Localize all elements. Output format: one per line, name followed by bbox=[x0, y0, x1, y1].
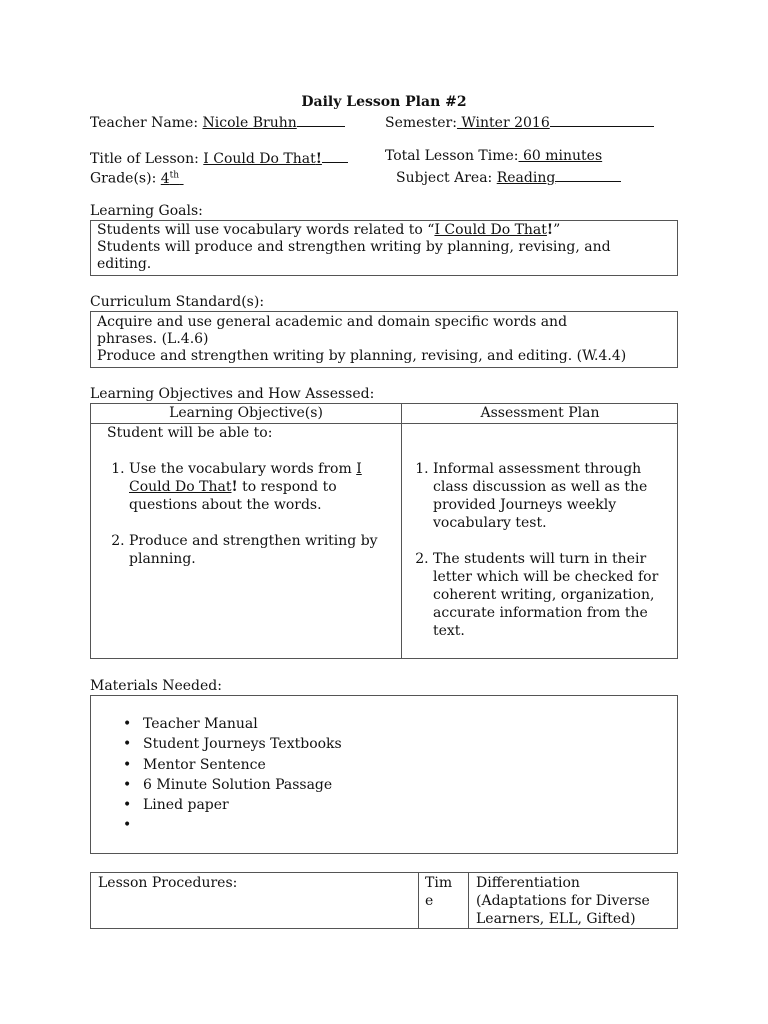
semester-row bbox=[385, 112, 654, 132]
total-time-label: Total Lesson Time: bbox=[385, 148, 519, 164]
materials-item: • Student Journeys Textbooks bbox=[143, 734, 677, 754]
materials-label: Materials Needed: bbox=[90, 678, 222, 694]
objective-item-1: 1. Use the vocabulary words from I Could Do That! to respond to questions about the words. bbox=[129, 460, 387, 514]
learning-goals-line-1: Students will use vocabulary words related to “I Could Do That!” bbox=[97, 222, 561, 238]
assessment-item-1: 1. Informal assessment through class discussion as well as the provided Journeys weekly vocabulary test. bbox=[433, 460, 669, 532]
learning-goals-label: Learning Goals: bbox=[90, 203, 203, 219]
semester-label: Semester: bbox=[385, 115, 457, 131]
subject-blank bbox=[555, 167, 621, 182]
procedures-divider-1 bbox=[418, 873, 419, 928]
learning-goals-line-2: Students will produce and strengthen writing by planning, revising, and bbox=[97, 239, 611, 255]
total-time-row bbox=[385, 148, 602, 165]
curriculum-line-2: phrases. (L.4.6) bbox=[97, 331, 209, 347]
lesson-title-label: Title of Lesson: bbox=[90, 151, 199, 167]
procedures-table bbox=[90, 872, 678, 929]
learning-goals-line-3: editing. bbox=[97, 256, 152, 272]
objectives-col2-header: Assessment Plan bbox=[480, 405, 600, 421]
procedures-header: Lesson Procedures: bbox=[98, 875, 238, 891]
semester-blank bbox=[550, 112, 654, 127]
teacher-name-row bbox=[90, 112, 345, 132]
objectives-col2-body bbox=[411, 460, 669, 640]
materials-list bbox=[91, 714, 677, 836]
materials-item: • Lined paper bbox=[143, 795, 677, 815]
teacher-name-label: Teacher Name: bbox=[90, 115, 199, 131]
objective-item-2: 2. Produce and strengthen writing by planning. bbox=[129, 532, 387, 568]
lesson-title-row bbox=[90, 148, 348, 168]
learning-goals-box bbox=[90, 220, 678, 276]
subject-label: Subject Area: bbox=[396, 170, 493, 186]
lesson-title-blank bbox=[322, 148, 348, 163]
grade-label: Grade(s): bbox=[90, 170, 157, 187]
subject-row bbox=[396, 167, 621, 187]
time-header: Tim e bbox=[425, 875, 453, 909]
curriculum-box bbox=[90, 311, 678, 368]
objectives-table bbox=[90, 403, 678, 659]
grade-row bbox=[90, 167, 184, 188]
materials-item: • 6 Minute Solution Passage bbox=[143, 775, 677, 795]
materials-item bbox=[143, 815, 677, 835]
curriculum-line-3: Produce and strengthen writing by planning, revising, and editing. (W.4.4) bbox=[97, 348, 627, 364]
differentiation-header: Differentiation (Adaptations for Diverse Learners, ELL, Gifted) bbox=[476, 875, 650, 927]
objectives-col1-header: Learning Objective(s) bbox=[169, 405, 323, 421]
lesson-title-value: I Could Do That! bbox=[203, 151, 322, 167]
objectives-column-divider bbox=[401, 404, 402, 658]
subject-value: Reading bbox=[496, 170, 556, 186]
semester-value: Winter 2016 bbox=[456, 115, 550, 131]
materials-item: • Mentor Sentence bbox=[143, 755, 677, 775]
assessment-item-2: 2. The students will turn in their letter which will be checked for coherent writing, organization, accurate information from the text. bbox=[433, 550, 669, 640]
total-time-value: 60 minutes bbox=[518, 148, 603, 164]
objectives-col1-body bbox=[107, 424, 387, 568]
curriculum-label: Curriculum Standard(s): bbox=[90, 294, 265, 310]
page-title: Daily Lesson Plan #2 bbox=[301, 94, 467, 110]
grade-value: 4th bbox=[160, 170, 180, 187]
objectives-label: Learning Objectives and How Assessed: bbox=[90, 386, 375, 402]
curriculum-line-1: Acquire and use general academic and domain specific words and bbox=[97, 314, 568, 330]
teacher-name-blank bbox=[297, 112, 345, 127]
teacher-name-value: Nicole Bruhn bbox=[202, 115, 297, 131]
procedures-divider-2 bbox=[468, 873, 469, 928]
objectives-intro: Student will be able to: bbox=[107, 425, 273, 441]
materials-box bbox=[90, 695, 678, 854]
materials-item: • Teacher Manual bbox=[143, 714, 677, 734]
